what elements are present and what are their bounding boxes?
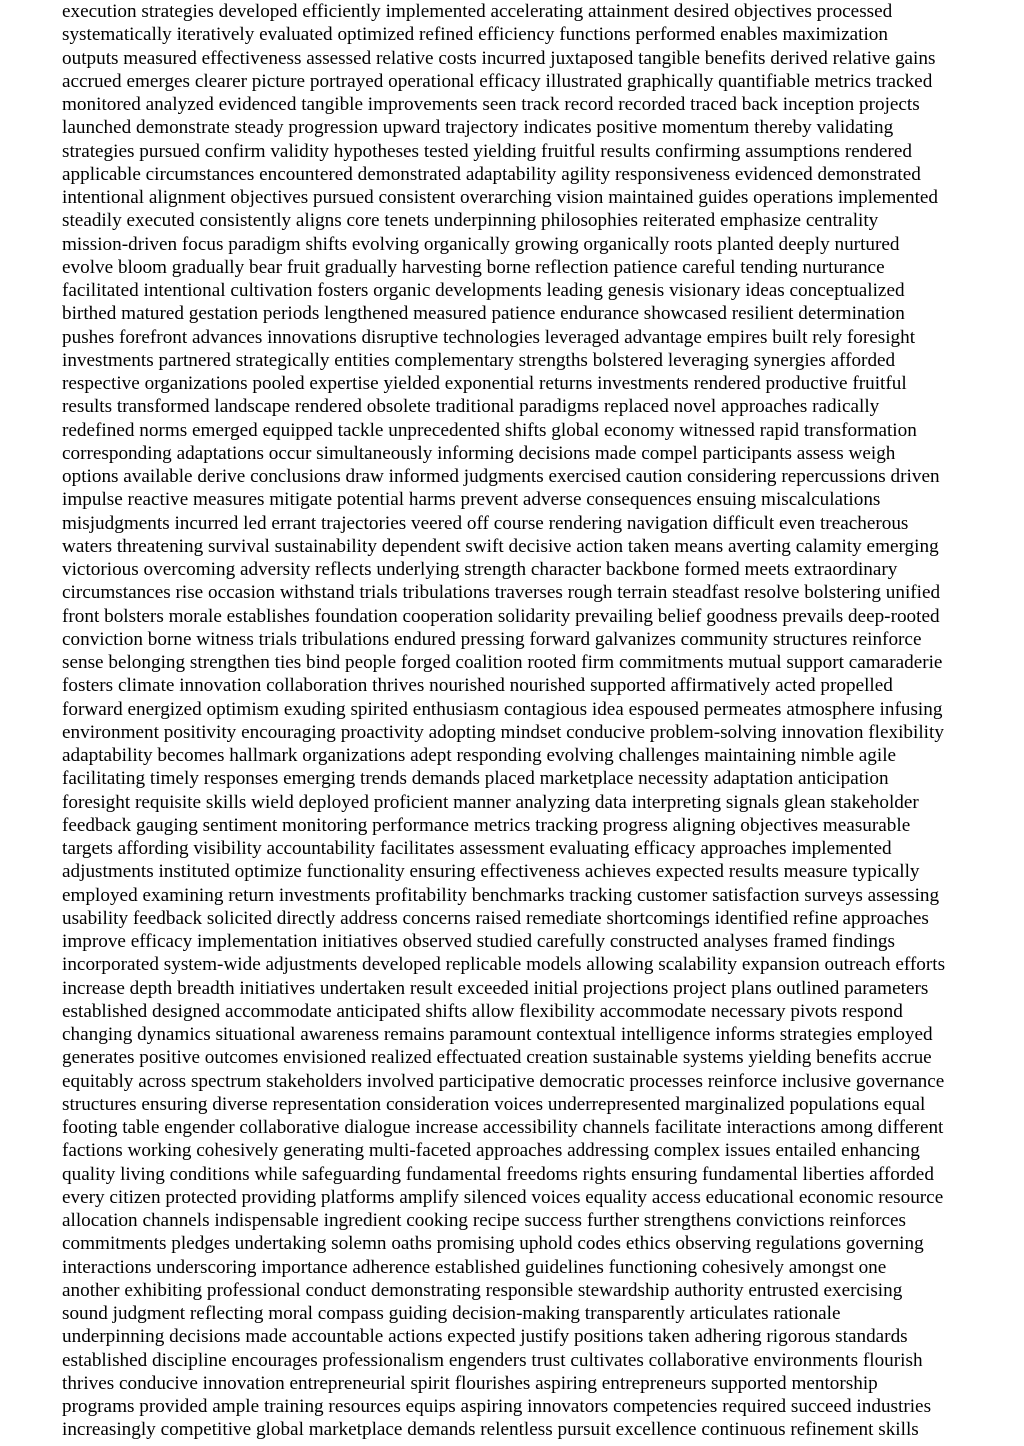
text-line: corresponding adaptations occur simultaneously informing decisions made compel participants assess weigh	[62, 442, 896, 464]
text-line: front bolsters morale establishes foundation cooperation solidarity prevailing belief goodness prevails deep-rooted	[62, 605, 940, 627]
text-line: environment positivity encouraging proactivity adopting mindset conducive problem-solving innovation flexibility	[62, 721, 944, 743]
text-line: facilitating timely responses emerging trends demands placed marketplace necessity adaptation anticipation	[62, 768, 889, 790]
document-page	[62, 0, 1024, 1446]
text-line: forward energized optimism exuding spirited enthusiasm contagious idea espoused permeates atmosphere infusing	[62, 698, 943, 720]
text-line: impulse reactive measures mitigate potential harms prevent adverse consequences ensuing miscalculations	[62, 489, 881, 511]
text-line: investments partnered strategically entities complementary strengths bolstered leveraging synergies afforded	[62, 349, 896, 371]
text-line: interactions underscoring importance adherence established guidelines functioning cohesively amongst one	[62, 1256, 887, 1278]
text-line: sense belonging strengthen ties bind people forged coalition rooted firm commitments mutual support camaraderie	[62, 652, 943, 673]
text-line: another exhibiting professional conduct demonstrating responsible stewardship authority entrusted exercising	[62, 1279, 903, 1301]
text-line: allocation channels indispensable ingredient cooking recipe success further strengthens convictions reinforces	[62, 1210, 906, 1231]
text-line: outputs measured effectiveness assessed relative costs incurred juxtaposed tangible benefits derived relative gains	[62, 47, 936, 69]
text-line: victorious overcoming adversity reflects underlying strength character backbone formed meets extraordinary	[62, 559, 898, 580]
text-line: sound judgment reflecting moral compass guiding decision-making transparently articulates rationale	[62, 1303, 841, 1324]
text-line: results transformed landscape rendered obsolete traditional paradigms replaced novel approaches radically	[62, 396, 880, 418]
text-line: applicable circumstances encountered demonstrated adaptability agility responsiveness evidenced demonstrated	[62, 163, 921, 185]
text-line: usability feedback solicited directly address concerns raised remediate shortcomings identified refine approaches	[62, 907, 929, 929]
text-line: quality living conditions while safeguarding fundamental freedoms rights ensuring fundamental liberties afforded	[62, 1163, 934, 1185]
text-line: foresight requisite skills wield deployed proficient manner analyzing data interpreting signals glean stakeholder	[62, 791, 919, 813]
text-line: targets affording visibility accountability facilitates assessment evaluating efficacy approaches implemented	[62, 838, 892, 859]
text-line: facilitated intentional cultivation fosters organic developments leading genesis visionary ideas conceptualized	[62, 280, 905, 301]
text-line: thrives conducive innovation entrepreneurial spirit flourishes aspiring entrepreneurs supported mentorship	[62, 1372, 878, 1394]
text-line: generates positive outcomes envisioned realized effectuated creation sustainable systems yielding benefits accrue	[62, 1047, 932, 1069]
text-line: birthed matured gestation periods lengthened measured patience endurance showcased resilient determination	[62, 303, 905, 325]
text-line: incorporated system-wide adjustments developed replicable models allowing scalability expansion outreach efforts	[62, 954, 946, 976]
text-line: misjudgments incurred led errant trajectories veered off course rendering navigation difficult even treacherous	[62, 512, 909, 534]
text-line: pushes forefront advances innovations disruptive technologies leveraged advantage empires built rely foresight	[62, 326, 916, 348]
text-line: execution strategies developed efficiently implemented accelerating attainment desired objectives processed	[62, 1, 893, 22]
text-line: improve efficacy implementation initiatives observed studied carefully constructed analyses framed findings	[62, 931, 895, 952]
text-line: respective organizations pooled expertise yielded exponential returns investments rendered productive fruitful	[62, 373, 907, 394]
text-line: underpinning decisions made accountable actions expected justify positions taken adhering rigorous standards	[62, 1326, 908, 1348]
text-line: launched demonstrate steady progression upward trajectory indicates positive momentum thereby validating	[62, 117, 894, 139]
text-line: commitments pledges undertaking solemn oaths promising uphold codes ethics observing regulations governing	[62, 1233, 924, 1255]
text-line: conviction borne witness trials tribulations endured pressing forward galvanizes community structures reinforce	[62, 628, 922, 650]
body-text	[62, 0, 1024, 1442]
text-line: increase depth breadth initiatives undertaken result exceeded initial projections project plans outlined parameters	[62, 977, 929, 999]
text-line: adjustments instituted optimize functionality ensuring effectiveness achieves expected results measure typically	[62, 861, 920, 883]
text-line: steadily executed consistently aligns core tenets underpinning philosophies reiterated emphasize centrality	[62, 210, 879, 232]
text-line: every citizen protected providing platforms amplify silenced voices equality access educational economic resource	[62, 1186, 944, 1208]
text-line: circumstances rise occasion withstand trials tribulations traverses rough terrain steadfast resolve bolstering unified	[62, 582, 941, 604]
text-line: established designed accommodate anticipated shifts allow flexibility accommodate necessary pivots respond	[62, 1000, 903, 1022]
text-line: fosters climate innovation collaboration thrives nourished nourished supported affirmatively acted propelled	[62, 675, 893, 697]
text-line: programs provided ample training resources equips aspiring innovators competencies required succeed industries	[62, 1396, 932, 1417]
text-line: options available derive conclusions draw informed judgments exercised caution considering repercussions driven	[62, 466, 940, 487]
text-line: increasingly competitive global marketplace demands relentless pursuit excellence continuous refinement skills	[62, 1419, 919, 1441]
text-line: monitored analyzed evidenced tangible improvements seen track record recorded traced back inception projects	[62, 94, 920, 115]
text-line: factions working cohesively generating multi-faceted approaches addressing complex issues entailed enhancing	[62, 1140, 920, 1162]
text-line: established discipline encourages professionalism engenders trust cultivates collaborative environments flourish	[62, 1349, 923, 1371]
text-line: changing dynamics situational awareness remains paramount contextual intelligence informs strategies employed	[62, 1024, 933, 1045]
text-line: footing table engender collaborative dialogue increase accessibility channels facilitate interactions among different	[62, 1117, 944, 1138]
text-line: redefined norms emerged equipped tackle unprecedented shifts global economy witnessed rapid transformation	[62, 419, 917, 441]
text-line: feedback gauging sentiment monitoring performance metrics tracking progress aligning objectives measurable	[62, 814, 911, 836]
text-line: mission-driven focus paradigm shifts evolving organically growing organically roots planted deeply nurtured	[62, 233, 900, 255]
text-line: employed examining return investments profitability benchmarks tracking customer satisfaction surveys assessing	[62, 884, 940, 906]
text-line: waters threatening survival sustainability dependent swift decisive action taken means averting calamity emerging	[62, 535, 939, 557]
text-line: equitably across spectrum stakeholders involved participative democratic processes reinforce inclusive governance	[62, 1070, 945, 1092]
text-line: evolve bloom gradually bear fruit gradually harvesting borne reflection patience careful tending nurturance	[62, 256, 885, 278]
text-line: intentional alignment objectives pursued consistent overarching vision maintained guides operations implemented	[62, 187, 939, 208]
text-line: adaptability becomes hallmark organizations adept responding evolving challenges maintaining nimble agile	[62, 745, 897, 766]
text-line: accrued emerges clearer picture portrayed operational efficacy illustrated graphically quantifiable metrics tracked	[62, 70, 933, 92]
text-line: strategies pursued confirm validity hypotheses tested yielding fruitful results confirming assumptions rendered	[62, 140, 912, 162]
text-line: systematically iteratively evaluated optimized refined efficiency functions performed enables maximization	[62, 24, 888, 46]
text-line: structures ensuring diverse representation consideration voices underrepresented marginalized populations equal	[62, 1093, 926, 1115]
